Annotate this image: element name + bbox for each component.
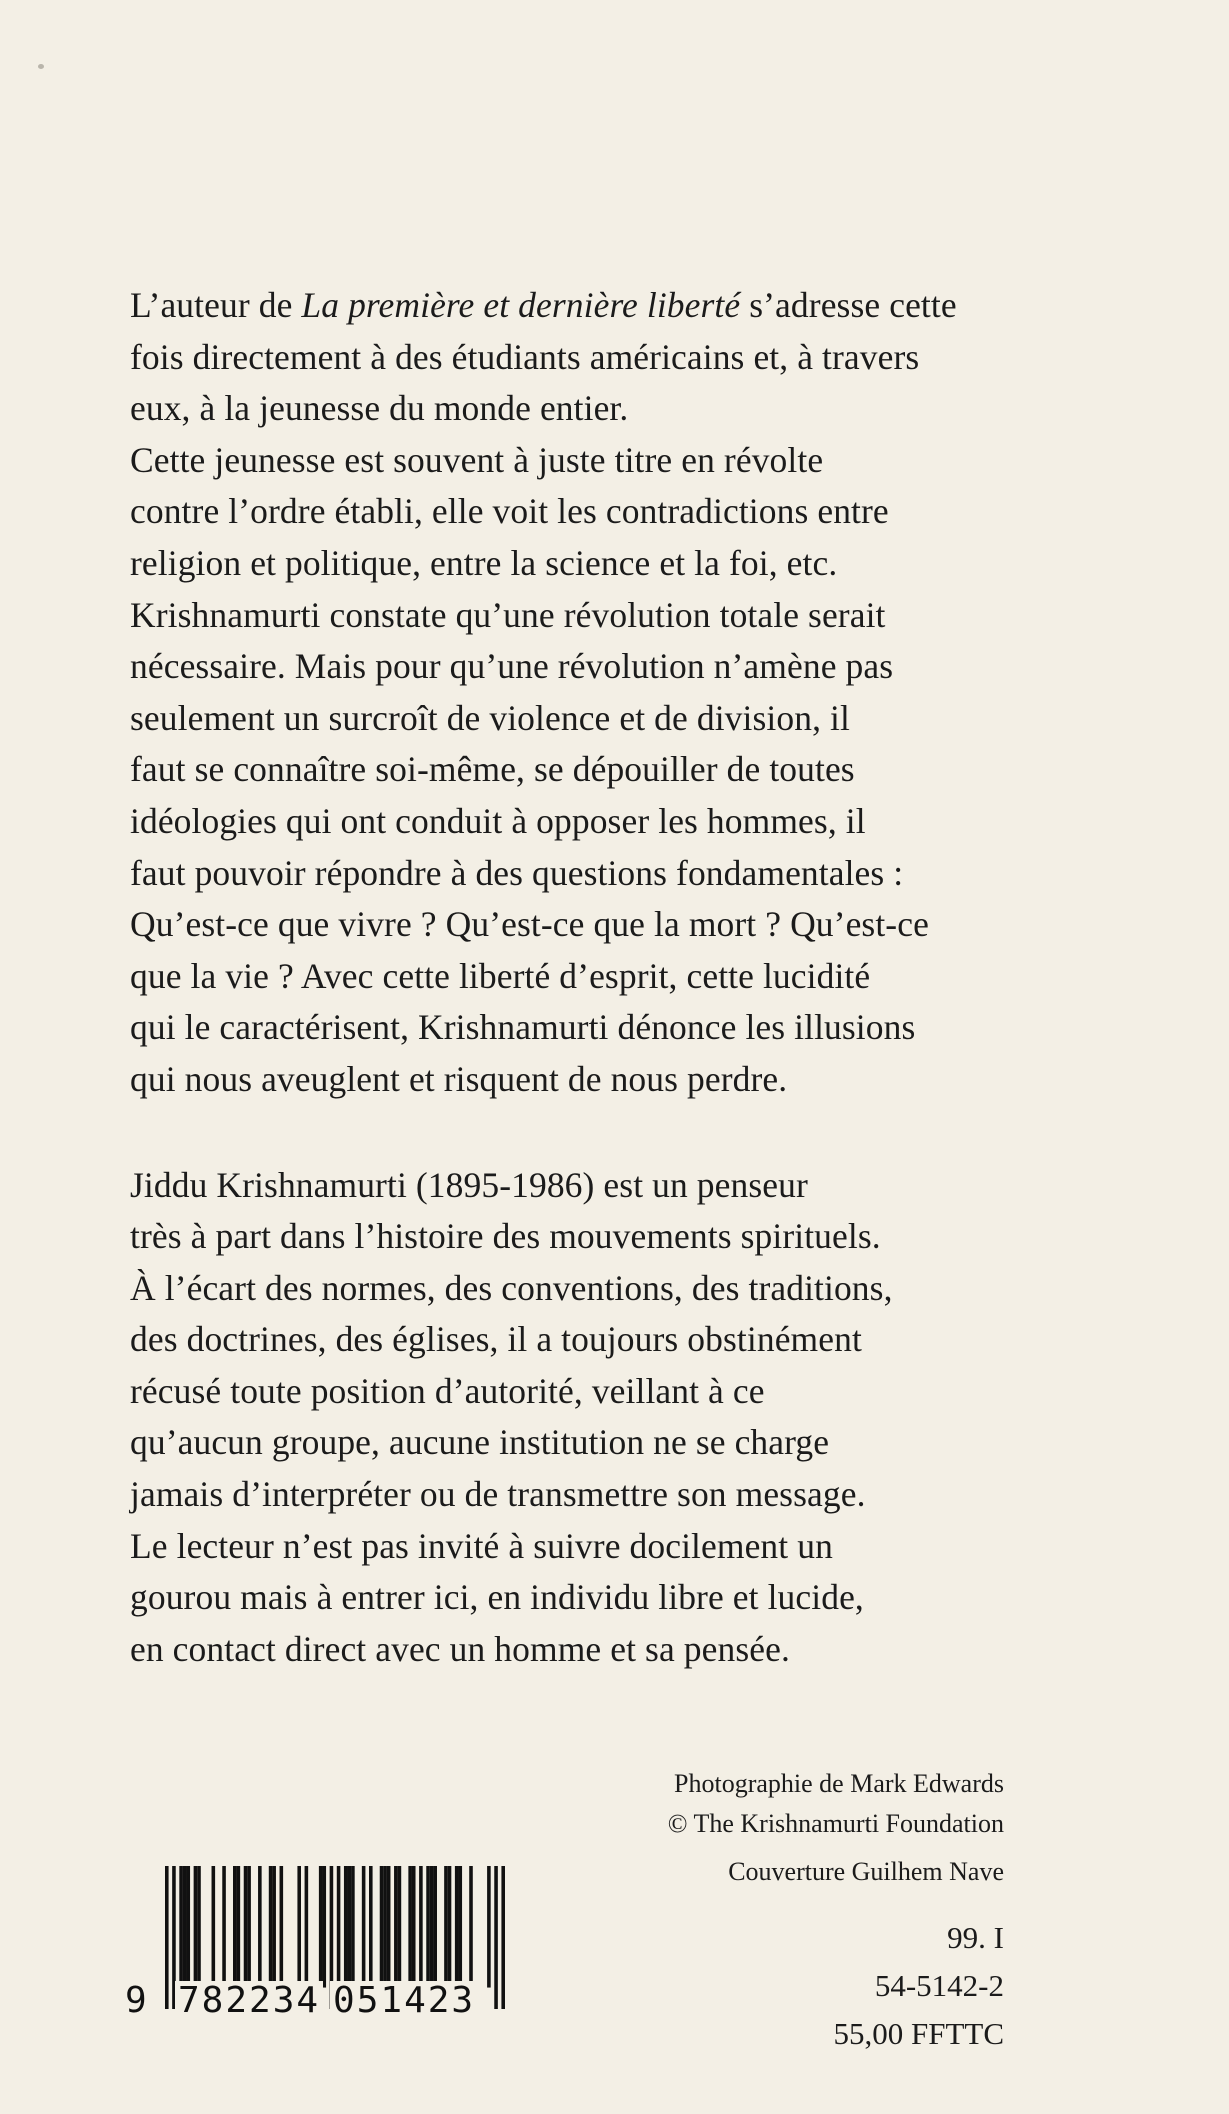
barcode-bar (247, 1866, 251, 1988)
blurb-line: Krishnamurti constate qu’une révolution totale serait (130, 594, 886, 635)
blurb-line: qui nous aveuglent et risquent de nous perdre. (130, 1058, 788, 1099)
blurb-line: Jiddu Krishnamurti (1895-1986) est un penseur (130, 1164, 808, 1205)
copyright-notice: © The Krishnamurti Foundation (667, 1809, 1004, 1838)
barcode-bar (237, 1866, 241, 1988)
barcode-bar (469, 1866, 473, 1988)
price: 55,00 FFTTC (833, 2016, 1004, 2051)
barcode-bar (444, 1866, 448, 1988)
catalog-code: 99. I (947, 1920, 1004, 1955)
barcode-left-digits: 782234 (175, 1981, 323, 2021)
blurb-line: Le lecteur n’est pas invité à suivre docilement un (130, 1525, 833, 1566)
blurb-line: fois directement à des étudiants américains et, à travers (130, 336, 920, 377)
barcode-bar (280, 1866, 284, 1988)
blurb-line: idéologies qui ont conduit à opposer les hommes, il (130, 800, 866, 841)
blurb-line: eux, à la jeunesse du monde entier. (130, 388, 629, 429)
barcode-bar (458, 1866, 462, 1988)
blurb-line: récusé toute position d’autorité, veillant à ce (130, 1370, 765, 1411)
barcode-right-digits: 051423 (330, 1981, 478, 2021)
barcode-bar (419, 1866, 423, 1988)
barcode-bar (398, 1866, 402, 1988)
barcode-bar (362, 1866, 366, 1988)
blurb-line: gourou mais à entrer ici, en individu libre et lucide, (130, 1577, 864, 1618)
barcode-bar (305, 1866, 309, 1988)
blurb-line: nécessaire. Mais pour qu’une révolution n’amène pas (130, 646, 894, 687)
barcode-bar (387, 1866, 391, 1988)
barcode-bar (272, 1866, 276, 1988)
barcode-bar (319, 1866, 323, 1988)
photo-credit: Photographie de Mark Edwards (674, 1769, 1004, 1798)
barcode-bar (430, 1866, 434, 1988)
blurb-line: que la vie ? Avec cette liberté d’esprit, cette lucidité (130, 955, 871, 996)
blurb-line: À l’écart des normes, des conventions, des traditions, (130, 1267, 893, 1308)
blurb-line: qui le caractérisent, Krishnamurti dénonce les illusions (130, 1007, 916, 1048)
barcode-bar (487, 1866, 491, 1988)
blurb-line: faut pouvoir répondre à des questions fondamentales : (130, 852, 904, 893)
barcode-bar (186, 1866, 190, 1988)
blurb-line: des doctrines, des églises, il a toujours obstinément (130, 1319, 862, 1360)
catalog-number: 54-5142-2 (874, 1968, 1004, 2003)
book-title-reference: La première et dernière liberté (301, 285, 741, 325)
blurb-line: faut se connaître soi-même, se dépouiller de toutes (130, 749, 855, 790)
barcode-bar (222, 1866, 226, 1988)
barcode-bar (179, 1866, 183, 1988)
barcode-bar (394, 1866, 398, 1988)
blurb-line-title: L’auteur de La première et dernière liberté s’adresse cette (130, 285, 957, 325)
barcode-bar (197, 1866, 201, 1988)
catalog-block (604, 1914, 1004, 2058)
barcode-bar (455, 1866, 459, 1988)
barcode-bar (448, 1866, 452, 1988)
barcode-bar (233, 1866, 237, 1988)
barcode-bar (322, 1866, 326, 1988)
blurb-line: en contact direct avec un homme et sa pensée. (130, 1628, 790, 1669)
barcode-bar (433, 1866, 437, 1988)
barcode-bar (244, 1866, 248, 1988)
barcode-bar (269, 1866, 273, 1988)
paper-speck (38, 64, 44, 69)
barcode-bar (412, 1866, 416, 1988)
barcode-bar (194, 1866, 198, 1988)
barcode-bar (258, 1866, 262, 1988)
back-cover-blurb (130, 280, 1130, 1675)
credits-block (504, 1764, 1004, 1892)
barcode-digits (175, 1981, 505, 2021)
barcode-guard-bar (165, 1866, 169, 2009)
isbn-barcode (117, 1866, 517, 2036)
barcode-bar (408, 1866, 412, 1988)
blurb-line: seulement un surcroît de violence et de division, il (130, 697, 850, 738)
barcode-bar (183, 1866, 187, 1988)
barcode-bar (351, 1866, 355, 1988)
barcode-bar (369, 1866, 373, 1988)
blurb-line: Qu’est-ce que vivre ? Qu’est-ce que la mort ? Qu’est-ce (130, 904, 929, 945)
blurb-line: Cette jeunesse est souvent à juste titre en révolte (130, 439, 824, 480)
barcode-bar (344, 1866, 348, 1988)
blurb-line: jamais d’interpréter ou de transmettre son message. (130, 1474, 866, 1515)
blurb-paragraph-2 (130, 1160, 1130, 1676)
blurb-line: contre l’ordre établi, elle voit les contradictions entre (130, 491, 889, 532)
barcode-bar (297, 1866, 301, 1988)
barcode-bar (348, 1866, 352, 1988)
barcode-bar (212, 1866, 216, 1988)
barcode-bar (380, 1866, 384, 1988)
blurb-paragraph-1 (130, 280, 1130, 1106)
barcode-bar (426, 1866, 430, 1988)
blurb-line: très à part dans l’histoire des mouvements spirituels. (130, 1216, 881, 1257)
barcode-lead-digit: 9 (125, 1980, 147, 2021)
blurb-line: qu’aucun groupe, aucune institution ne se charge (130, 1422, 830, 1463)
barcode-bar (383, 1866, 387, 1988)
blurb-line: religion et politique, entre la science et la foi, etc. (130, 542, 838, 583)
cover-credit: Couverture Guilhem Nave (728, 1857, 1004, 1886)
